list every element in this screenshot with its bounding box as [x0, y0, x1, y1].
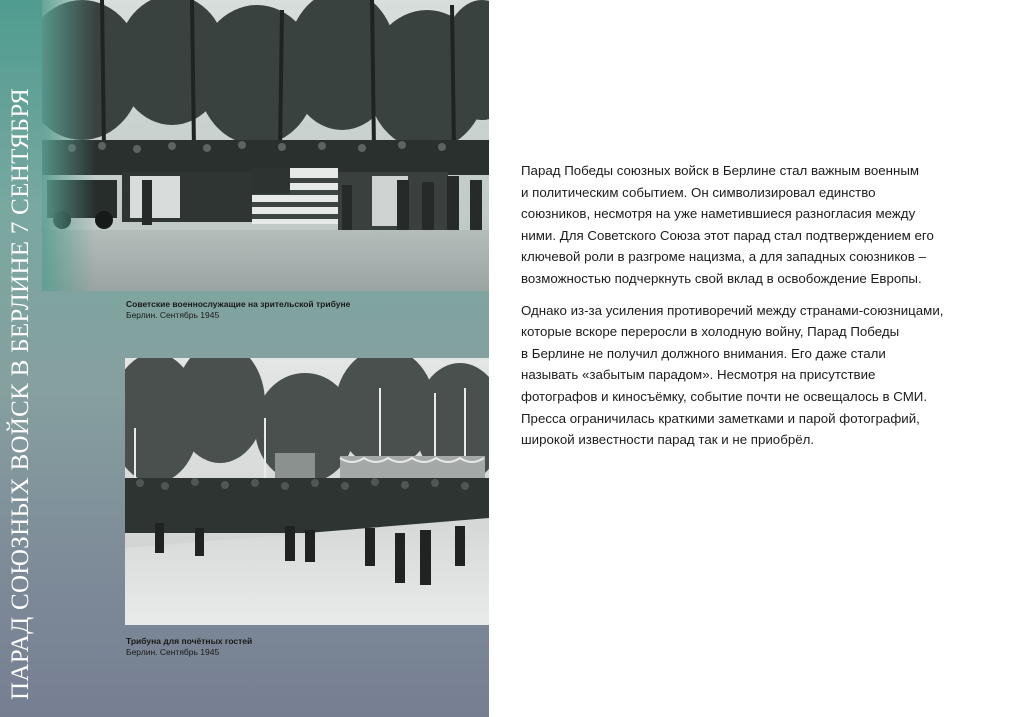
- paragraph-1: [521, 160, 991, 290]
- text-line: ними. Для Советского Союза этот парад стал подтверждением его: [521, 227, 934, 243]
- text-line: называть «забытым парадом». Несмотря на присутствие: [521, 367, 876, 383]
- text-line: которые вскоре переросли в холодную войну, Парад Победы: [521, 324, 900, 340]
- caption-subtitle: Берлин. Сентябрь 1945: [126, 647, 220, 657]
- caption-title: Трибуна для почётных гостей: [126, 636, 253, 646]
- text-line: широкой известности парад так и не приобрёл.: [521, 432, 815, 448]
- text-line: Парад Победы союзных войск в Берлине стал важным военным: [521, 163, 920, 178]
- photo-caption: [126, 636, 466, 658]
- text-line: и политическим событием. Он символизировал единство: [521, 184, 876, 200]
- caption-title: Советские военнослужащие на зрительской трибуне: [126, 299, 351, 309]
- text-line: союзников, несмотря на уже наметившиеся разногласия между: [521, 206, 916, 222]
- text-line: Пресса ограничилась краткими заметками и парой фотографий,: [521, 410, 920, 426]
- text-line: ключевой роли в разгроме нацизма, а для западных союзников –: [521, 249, 926, 265]
- paragraph-2: [521, 300, 991, 451]
- photo-spectator-stand: [42, 0, 489, 291]
- body-text: [521, 160, 991, 461]
- text-line: Однако из-за усиления противоречий между странами-союзницами,: [521, 302, 944, 318]
- photo-guest-tribune: [125, 358, 489, 625]
- left-panel: [0, 0, 489, 717]
- photo-caption: [126, 299, 466, 321]
- text-line: фотографов и киносъёмку, событие почти не освещалось в СМИ.: [521, 388, 928, 404]
- text-line: возможностью подчеркнуть свой вклад в освобождение Европы.: [521, 270, 922, 286]
- text-line: в Берлине не получил должного внимания. Его даже стали: [521, 345, 886, 361]
- vertical-title: ПАРАД СОЮЗНЫХ ВОЙСК В БЕРЛИНЕ 7 СЕНТЯБРЯ: [7, 88, 34, 700]
- caption-subtitle: Берлин. Сентябрь 1945: [126, 310, 220, 320]
